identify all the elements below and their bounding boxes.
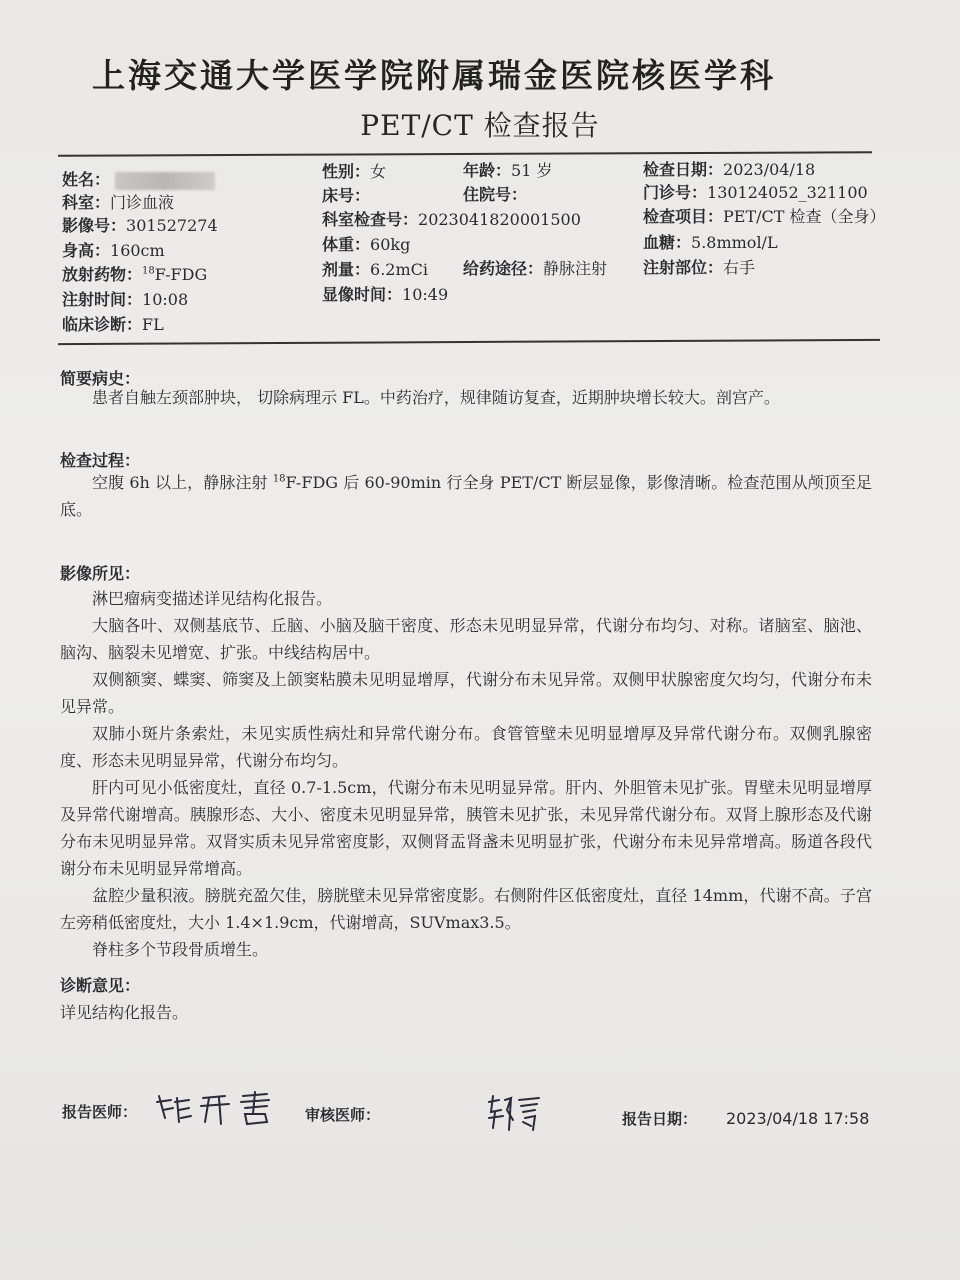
bed-field (322, 186, 370, 206)
report-title: PET/CT 检查报告 (360, 109, 600, 142)
findings-body (60, 585, 872, 963)
height-value: 160cm (110, 241, 165, 260)
redacted-name (115, 172, 215, 190)
inj-time-value: 10:08 (142, 290, 189, 309)
history-heading: 简要病史： (60, 369, 141, 388)
weight-label: 体重： (322, 235, 371, 254)
route-field (463, 259, 607, 279)
site-field (643, 258, 755, 278)
history-text: 患者自触左颈部肿块， 切除病理示 FL。中药治疗，规律随访复查，近期肿块增长较大。剖宫产。 (92, 388, 780, 407)
report-date-value: 2023/04/18 17:58 (726, 1109, 870, 1128)
age-label: 年龄： (463, 161, 512, 180)
drug-field (62, 265, 207, 285)
findings-p4: 双肺小斑片条索灶，未见实质性病灶和异常代谢分布。食管管壁未见明显增厚及异常代谢分布。双侧乳腺密度、形态未见明显异常，代谢分布均匀。 (60, 724, 872, 770)
exam-date-label: 检查日期： (643, 160, 724, 179)
name-label: 姓名： (62, 170, 111, 189)
age-value: 51 岁 (511, 161, 553, 180)
admission-label: 住院号： (463, 185, 528, 204)
dose-label: 剂量： (322, 260, 371, 279)
header-bottom-rule (58, 339, 880, 345)
admission-field (463, 185, 527, 205)
exam-item-label: 检查项目： (643, 207, 724, 226)
reviewer-signature (485, 1092, 545, 1134)
findings-p5: 肝内可见小低密度灶，直径 0.7-1.5cm，代谢分布未见明显异常。肝内、外胆管未见扩张。胃壁未见明显增厚及异常代谢增高。胰腺形态、大小、密度未见明显异常，胰管未见扩张，未见异常代谢分布。双肾上腺形态及代谢分布未见明显异常。双肾实质未见异常密度影，双侧肾盂肾盏未见明显扩张，代谢分布未见异常增高。肠道各段代谢分布未见明显异常增高。 (60, 778, 872, 878)
procedure-text: 空腹 6h 以上，静脉注射 $^{18}$F-FDG 后 60-90min 行全身 PET/CT 断层显像，影像清晰。检查范围从颅顶至足底。 (60, 473, 872, 519)
procedure-isotope: 18 (272, 473, 286, 485)
drug-isotope: 18 (142, 265, 155, 277)
dept-label: 科室： (62, 193, 111, 212)
reviewer-label: 审核医师： (305, 1106, 381, 1124)
inj-time-field (62, 290, 188, 310)
conclusion-heading: 诊断意见： (60, 976, 141, 995)
reporter-signature (155, 1088, 285, 1130)
dose-field (322, 260, 428, 280)
site-value: 右手 (723, 258, 756, 277)
dept-exam-value: 2023041820001500 (418, 210, 581, 229)
diagnosis-field (62, 315, 164, 335)
findings-p2: 大脑各叶、双侧基底节、丘脑、小脑及脑干密度、形态未见明显异常，代谢分布均匀、对称。诸脑室、脑池、脑沟、脑裂未见增宽、扩张。中线结构居中。 (60, 616, 872, 662)
procedure-heading: 检查过程： (60, 451, 141, 470)
age-field (463, 161, 552, 181)
header-top-rule (58, 151, 872, 157)
clinic-value: 130124052_321100 (707, 183, 868, 202)
dept-field (62, 193, 174, 213)
findings-p1: 淋巴瘤病变描述详见结构化报告。 (92, 589, 333, 608)
exam-item-field (643, 207, 886, 227)
clinic-field (643, 183, 868, 203)
name-field (62, 170, 215, 190)
dept-exam-label: 科室检查号： (322, 210, 419, 229)
glucose-label: 血糖： (643, 233, 692, 252)
glucose-value: 5.8mmol/L (691, 233, 778, 252)
clinic-label: 门诊号： (643, 183, 708, 202)
exam-date-field (643, 160, 815, 180)
image-no-label: 影像号： (62, 216, 127, 235)
bed-label: 床号： (322, 186, 371, 205)
dept-exam-field (322, 210, 581, 230)
height-label: 身高： (62, 241, 111, 260)
procedure-body (60, 469, 872, 523)
gender-value: 女 (370, 162, 387, 181)
exam-item-value: PET/CT 检查（全身） (723, 207, 886, 226)
diagnosis-value: FL (142, 315, 164, 334)
findings-p6: 盆腔少量积液。膀胱充盈欠佳，膀胱壁未见异常密度影。右侧附件区低密度灶，直径 14mm，代谢不高。子宫左旁稍低密度灶，大小 1.4×1.9cm，代谢增高，SUVmax3.5。 (60, 886, 872, 932)
findings-p3: 双侧额窦、蝶窦、筛窦及上颌窦粘膜未见明显增厚，代谢分布未见异常。双侧甲状腺密度欠均匀，代谢分布未见异常。 (60, 670, 872, 716)
dose-value: 6.2mCi (370, 260, 428, 279)
gender-label: 性别： (322, 162, 371, 181)
drug-value: F-FDG (154, 265, 208, 284)
report-date-label: 报告日期： (622, 1110, 698, 1128)
inj-time-label: 注射时间： (62, 290, 143, 309)
img-time-label: 显像时间： (322, 285, 403, 304)
image-no-field (62, 216, 218, 236)
history-body (60, 384, 872, 411)
conclusion-text: 详见结构化报告。 (60, 1003, 189, 1022)
site-label: 注射部位： (643, 258, 724, 277)
dept-value: 门诊血液 (110, 193, 175, 212)
image-no-value: 301527274 (126, 216, 218, 235)
findings-p7: 脊柱多个节段骨质增生。 (92, 940, 269, 959)
findings-heading: 影像所见： (60, 564, 141, 583)
reporter-label: 报告医师： (62, 1103, 138, 1121)
route-label: 给药途径： (463, 259, 544, 278)
conclusion-body (60, 999, 872, 1026)
diagnosis-label: 临床诊断： (62, 315, 143, 334)
height-field (62, 241, 165, 261)
weight-value: 60kg (370, 235, 411, 254)
hospital-name: 上海交通大学医学院附属瑞金医院核医学科 (92, 56, 776, 95)
drug-label: 放射药物： (62, 265, 143, 284)
route-value: 静脉注射 (543, 259, 608, 278)
weight-field (322, 235, 410, 255)
glucose-field (643, 233, 778, 253)
img-time-value: 10:49 (402, 285, 449, 304)
img-time-field (322, 285, 448, 305)
gender-field (322, 162, 386, 182)
exam-date-value: 2023/04/18 (723, 160, 816, 179)
